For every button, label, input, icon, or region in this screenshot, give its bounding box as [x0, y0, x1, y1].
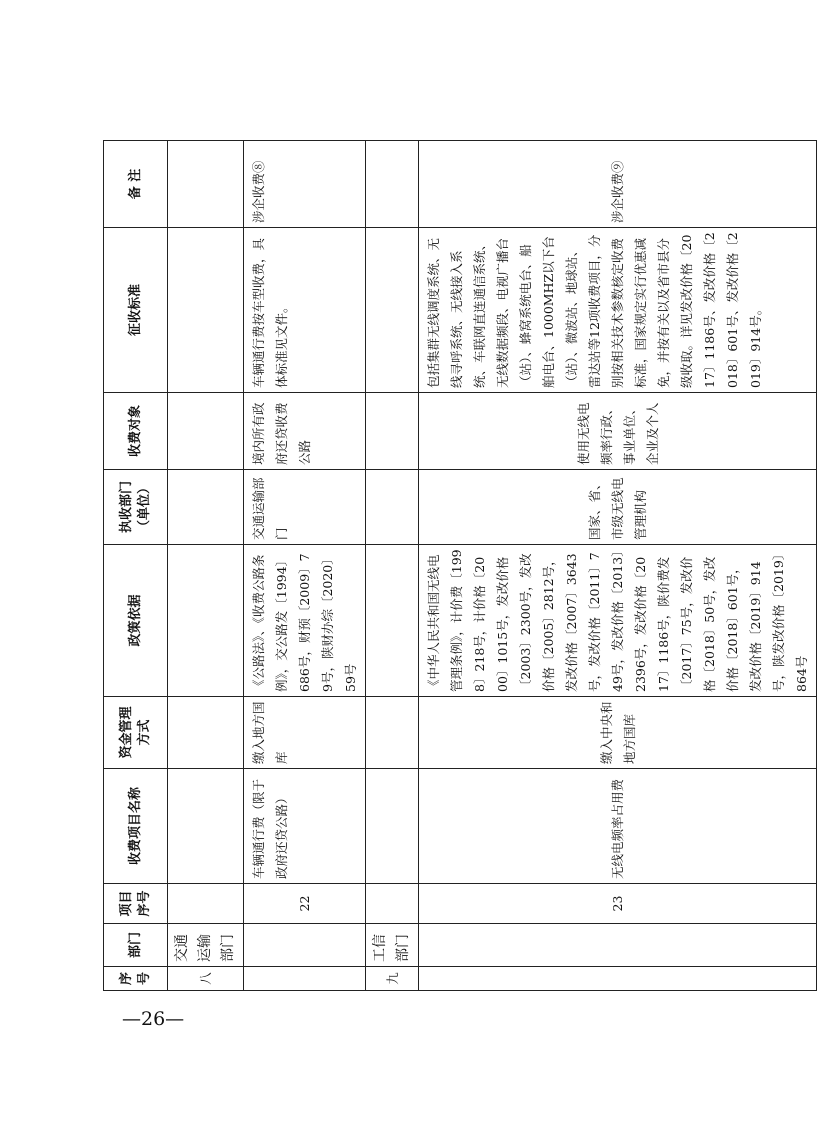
header-row [104, 141, 168, 991]
target-cell: 境内所有政府还贷收费公路 [244, 393, 366, 470]
section-row [366, 141, 419, 991]
header-fund: 资金管理方式 [104, 697, 168, 769]
note-cell: 涉企收费⑨ [419, 141, 817, 228]
section-seq: 八 [168, 967, 244, 991]
rotated-table-container [103, 141, 809, 991]
page-number: —26— [122, 1008, 185, 1030]
header-note: 备 注 [104, 141, 168, 228]
header-seq: 序号 [104, 967, 168, 991]
table-row [244, 141, 366, 991]
header-name: 收费项目名称 [104, 769, 168, 884]
item-seq-cell: 23 [419, 884, 817, 924]
standard-cell: 车辆通行费按车型收费，具体标准见文件。 [244, 228, 366, 393]
unit-cell: 国家、省、市级无线电管理机构 [419, 470, 817, 545]
policy-cell: 《公路法》、《收费公路条例》，交公路发〔1994〕686号，财预〔2009〕79号，陕财办综〔2020〕59号 [244, 545, 366, 697]
table-row [419, 141, 817, 991]
fund-cell: 缴入地方国库 [244, 697, 366, 769]
header-target: 收费对象 [104, 393, 168, 470]
header-dept: 部门 [104, 924, 168, 967]
item-seq-cell: 22 [244, 884, 366, 924]
section-seq: 九 [366, 967, 419, 991]
fund-cell: 缴入中央和地方国库 [419, 697, 817, 769]
header-standard: 征收标准 [104, 228, 168, 393]
policy-cell: 《中华人民共和国无线电管理条例》，计价费〔1998〕218号，计价格〔2000〕1015号，发改价格〔2003〕2300号，发改价格〔2005〕2812号，发改价格〔2007〕3643号，发改价格〔2011〕749号，发改价格〔2013〕2396号，发改价格〔2017〕1186号，陕价费发〔2017〕75号，发改价格〔2018〕50号，发改价格〔2018〕601号，发改价格〔2019〕914号，陕发改价格〔2019〕864号 [419, 545, 817, 697]
fee-table [103, 140, 817, 991]
section-dept: 交通运输部门 [168, 924, 244, 967]
header-item-seq: 项目序号 [104, 884, 168, 924]
target-cell: 使用无线电频率行政、事业单位、企业及个人 [419, 393, 817, 470]
standard-cell: 包括集群无线调度系统、无线寻呼系统、无线接入系统、车联网直连通信系统、无线数据频段、电视广播台（站）、蜂窝系统电台、船舶电台、1000MHZ以下台（站）、微波站、地球站、雷达站等12项收费项目，分别按相关技术参数核定收费标准，国家规定实行优惠减免，并按有关以及省市县分级收取。详见发改价格〔2017〕1186号、发改价格〔2018〕601号、发改价格〔2019〕914号。 [419, 228, 817, 393]
header-unit: 执收部门（单位） [104, 470, 168, 545]
section-row [168, 141, 244, 991]
header-policy: 政策依据 [104, 545, 168, 697]
unit-cell: 交通运输部门 [244, 470, 366, 545]
section-dept: 工信部门 [366, 924, 419, 967]
name-cell: 无线电频率占用费 [419, 769, 817, 884]
name-cell: 车辆通行费（限于政府还贷公路） [244, 769, 366, 884]
note-cell: 涉企收费⑧ [244, 141, 366, 228]
